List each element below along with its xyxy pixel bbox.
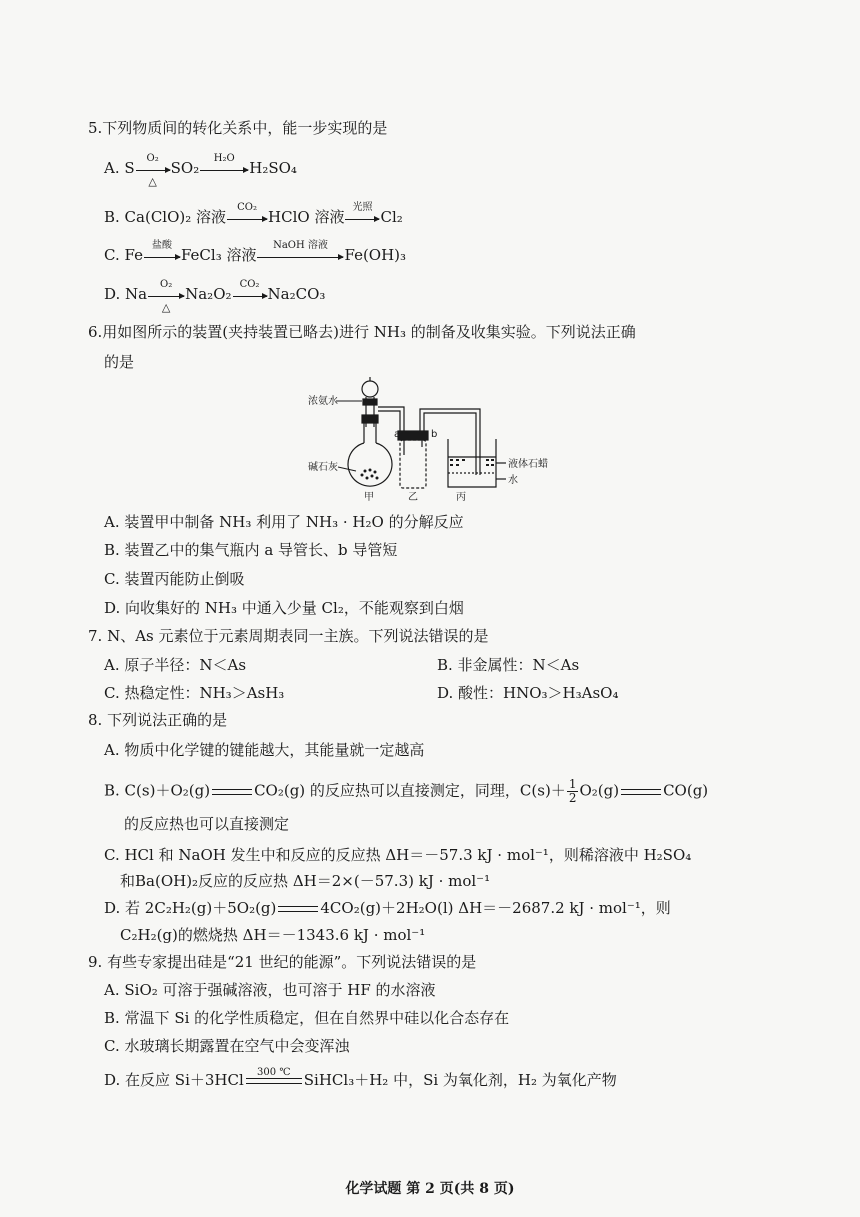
q5c-mid: FeCl₃ 溶液 (180, 246, 257, 264)
q9-option-c: C. 水玻璃长期露置在空气中会变浑浊 (104, 1037, 350, 1055)
q7-option-c: C. 热稳定性：NH₃＞AsH₃ (104, 684, 285, 702)
q5a-label: A. S (104, 159, 135, 177)
flask-jia (348, 415, 392, 486)
q6-option-d: D. 向收集好的 NH₃ 中通入少量 Cl₂，不能观察到白烟 (104, 599, 464, 617)
q5d-mid: Na₂O₂ (185, 285, 232, 303)
q8b-fraction: $\frac{1}{2}$ (568, 777, 577, 805)
q5a-mid: SO₂ (170, 159, 200, 177)
q8-option-d-line1 (104, 898, 671, 918)
q5a-end: H₂SO₄ (249, 159, 297, 177)
q5b-arrow2: 光照 (345, 217, 379, 220)
q5-option-a (104, 152, 297, 188)
q8b-equals1 (212, 789, 252, 795)
q5d-arrow2: CO₂ (233, 294, 267, 297)
label-b: b (431, 429, 438, 440)
q6-stem-line1: 6.用如图所示的装置(夹持装置已略去)进行 NH₃ 的制备及收集实验。下列说法正确 (88, 323, 636, 341)
q7-option-b: B. 非金属性：N＜As (437, 656, 580, 674)
label-water: 水 (508, 475, 518, 486)
q8-option-b-cont: 的反应热也可以直接测定 (124, 815, 290, 833)
q8d-equals (278, 906, 318, 912)
label-a: a (394, 429, 401, 440)
q9d-part1: D. 在反应 Si＋3HCl (104, 1071, 244, 1089)
q5c-label: C. Fe (104, 246, 143, 264)
q5-option-c (104, 239, 407, 265)
q5b-arrow1: CO₂ (227, 217, 267, 220)
q5b-mid: HClO 溶液 (268, 208, 345, 226)
q5d-end: Na₂CO₃ (267, 285, 326, 303)
q5a-arrow2: H₂O (200, 168, 248, 171)
label-jia: 甲 (364, 492, 374, 503)
q8-stem: 8. 下列说法正确的是 (88, 711, 228, 729)
q9-option-d (104, 1067, 617, 1090)
q5b-label: B. Ca(ClO)₂ 溶液 (104, 208, 227, 226)
q5d-arrow1: O₂ △ (148, 294, 184, 297)
q6-option-c: C. 装置丙能防止倒吸 (104, 570, 245, 588)
q8-option-c-line2: 和Ba(OH)₂反应的反应热 ΔH＝2×(－57.3) kJ · mol⁻¹ (120, 872, 491, 890)
q8d-part1: D. 若 2C₂H₂(g)＋5O₂(g) (104, 899, 277, 917)
q6-option-a: A. 装置甲中制备 NH₃ 利用了 NH₃ · H₂O 的分解反应 (104, 513, 464, 531)
label-ammonia: 浓氨水 (308, 396, 338, 407)
label-bing: 丙 (456, 492, 466, 503)
q7-stem: 7. N、As 元素位于元素周期表同一主族。下列说法错误的是 (88, 627, 489, 645)
q5-option-b (104, 201, 403, 227)
label-yi: 乙 (408, 492, 418, 503)
q5d-label: D. Na (104, 285, 148, 303)
beaker-bing (448, 439, 506, 487)
q9-option-b: B. 常温下 Si 的化学性质稳定，但在自然界中硅以化合态存在 (104, 1009, 510, 1027)
q8-option-a: A. 物质中化学键的键能越大，其能量就一定越高 (104, 741, 425, 759)
q8-option-c-line1: C. HCl 和 NaOH 发生中和反应的反应热 ΔH＝－57.3 kJ · mol⁻¹，则稀溶液中 H₂SO₄ (104, 846, 692, 864)
q5-option-d (104, 278, 326, 314)
gas-bottle-yi (398, 431, 428, 488)
q8b-part4: CO(g) (663, 781, 709, 800)
q5b-end: Cl₂ (380, 208, 403, 226)
q8d-part2: 4CO₂(g)＋2H₂O(l) ΔH＝－2687.2 kJ · mol⁻¹，则 (320, 899, 671, 917)
label-soda-lime: 碱石灰 (308, 462, 338, 473)
q5c-arrow2: NaOH 溶液 (257, 255, 343, 258)
q9d-part2: SiHCl₃＋H₂ 中，Si 为氧化剂，H₂ 为氧化产物 (303, 1071, 617, 1089)
q8b-part1: B. C(s)＋O₂(g) (104, 781, 211, 800)
q5c-end: Fe(OH)₃ (344, 246, 407, 264)
q6-apparatus-figure (300, 375, 548, 505)
q8b-equals2 (621, 789, 661, 795)
q7-option-d: D. 酸性：HNO₃＞H₃AsO₄ (437, 684, 619, 702)
q5a-arrow1: O₂ △ (136, 168, 170, 171)
q9-option-a: A. SiO₂ 可溶于强碱溶液，也可溶于 HF 的水溶液 (104, 981, 436, 999)
q7-option-a: A. 原子半径：N＜As (104, 656, 247, 674)
q8-option-d-line2: C₂H₂(g)的燃烧热 ΔH＝－1343.6 kJ · mol⁻¹ (120, 926, 426, 944)
q9-stem: 9. 有些专家提出硅是“21 世纪的能源”。下列说法错误的是 (88, 953, 477, 971)
page-footer: 化学试题 第 2 页(共 8 页) (345, 1181, 515, 1197)
q9d-equals: 300 ℃ (246, 1078, 302, 1084)
q8b-part2: CO₂(g) 的反应热可以直接测定，同理，C(s)＋ (254, 781, 566, 800)
q6-stem-line2: 的是 (104, 353, 135, 371)
q5-stem: 5.下列物质间的转化关系中，能一步实现的是 (88, 119, 388, 137)
q8b-part3: O₂(g) (579, 781, 620, 800)
q6-option-b: B. 装置乙中的集气瓶内 a 导管长、b 导管短 (104, 541, 398, 559)
label-paraffin: 液体石蜡 (508, 459, 548, 470)
q5c-arrow1: 盐酸 (144, 255, 180, 258)
q8-option-b (104, 778, 708, 805)
